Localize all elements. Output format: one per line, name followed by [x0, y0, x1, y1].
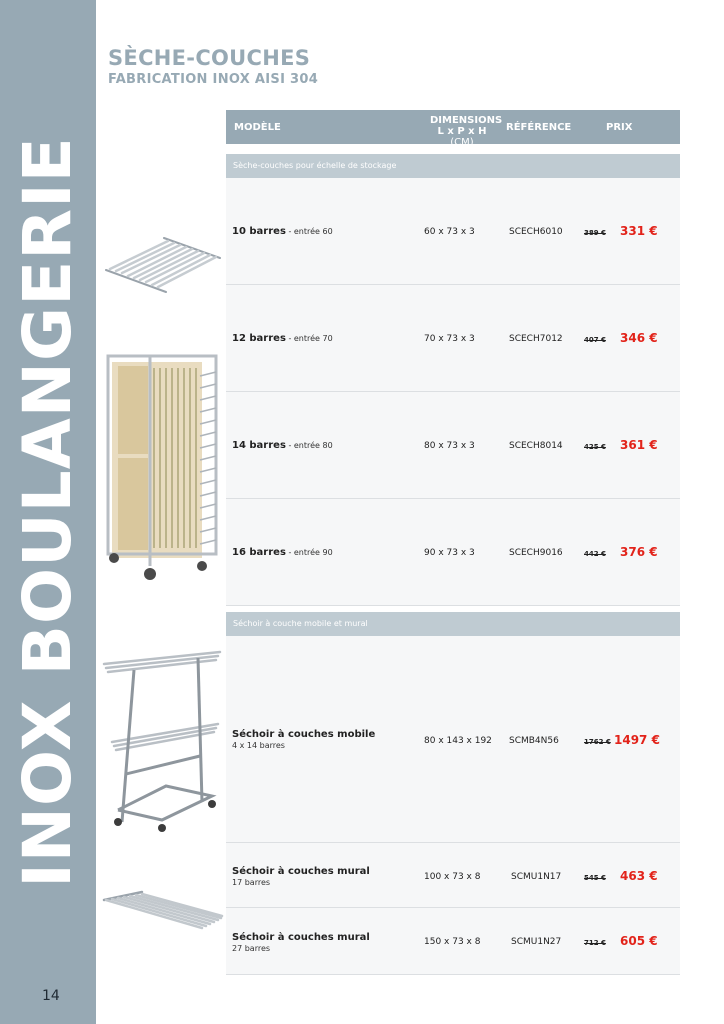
reference-cell: SCMU1N17 [511, 872, 562, 882]
price: 1497 € [614, 733, 660, 747]
dimensions-cell: 60 x 73 x 3 [424, 227, 475, 237]
table-row [226, 908, 680, 975]
old-price: 442 € [584, 550, 606, 558]
table-row [226, 285, 680, 392]
dimensions-header-line2: L x P x H [437, 126, 487, 137]
column-header-price: PRIX [606, 122, 633, 133]
dimensions-header-line1: DIMENSIONS [430, 115, 503, 126]
old-price: 407 € [584, 336, 606, 344]
model-cell [232, 866, 370, 887]
model-cell [232, 729, 375, 750]
old-price: 1762 € [584, 738, 611, 746]
sidebar-band [0, 0, 96, 1024]
vertical-category-title: INOX BOULANGERIE [9, 136, 86, 888]
wall-drying-rack-image [102, 888, 224, 934]
dimensions-cell: 80 x 143 x 192 [424, 736, 492, 746]
old-price: 712 € [584, 939, 606, 947]
dimensions-cell: 150 x 73 x 8 [424, 937, 481, 947]
mobile-drying-rack-image [100, 644, 224, 832]
model-name: 10 barres [232, 226, 286, 237]
model-detail: - entrée 90 [285, 548, 333, 557]
model-cell [232, 932, 370, 953]
model-detail: - entrée 80 [285, 441, 333, 450]
model-name: Séchoir à couches mural [232, 932, 370, 943]
dimensions-header-unit: (CM) [450, 137, 474, 148]
model-detail: - entrée 60 [285, 227, 333, 236]
model-name: 14 barres [232, 440, 286, 451]
model-cell [232, 440, 333, 451]
old-price: 545 € [584, 874, 606, 882]
price: 605 € [620, 934, 658, 948]
table-header [226, 110, 680, 148]
page-subtitle: FABRICATION INOX AISI 304 [108, 72, 319, 87]
column-header-reference: RÉFÉRENCE [506, 122, 572, 133]
table-row [226, 499, 680, 606]
model-name: 16 barres [232, 547, 286, 558]
price: 331 € [620, 224, 658, 238]
reference-cell: SCECH8014 [509, 441, 563, 451]
old-price: 389 € [584, 229, 606, 237]
table-row [226, 178, 680, 285]
model-detail: - entrée 70 [285, 334, 333, 343]
bar-grid-image [102, 236, 224, 294]
storage-rack-image [104, 352, 220, 586]
section-band-mobile-wall [226, 612, 680, 636]
page-number: 14 [42, 988, 60, 1004]
price: 346 € [620, 331, 658, 345]
model-cell [232, 226, 333, 237]
reference-cell: SCMB4N56 [509, 736, 559, 746]
dimensions-cell: 80 x 73 x 3 [424, 441, 475, 451]
model-sub: 17 barres [232, 878, 271, 887]
price: 376 € [620, 545, 658, 559]
table-row [226, 636, 680, 843]
section-band-storage [226, 154, 680, 178]
page-title: SÈCHE-COUCHES [108, 46, 311, 70]
reference-cell: SCECH9016 [509, 548, 563, 558]
reference-cell: SCECH6010 [509, 227, 563, 237]
model-name: 12 barres [232, 333, 286, 344]
section-label: Sèche-couches pour échelle de stockage [233, 161, 397, 170]
section-label: Séchoir à couche mobile et mural [233, 619, 368, 628]
price: 463 € [620, 869, 658, 883]
table-row [226, 392, 680, 499]
table-row [226, 843, 680, 908]
column-header-model: MODÈLE [234, 122, 281, 133]
model-name: Séchoir à couches mobile [232, 729, 376, 740]
dimensions-cell: 100 x 73 x 8 [424, 872, 481, 882]
model-sub: 27 barres [232, 944, 271, 953]
reference-cell: SCMU1N27 [511, 937, 562, 947]
dimensions-cell: 90 x 73 x 3 [424, 548, 475, 558]
column-header-dimensions [430, 115, 503, 148]
model-cell [232, 333, 333, 344]
price: 361 € [620, 438, 658, 452]
model-sub: 4 x 14 barres [232, 741, 285, 750]
reference-cell: SCECH7012 [509, 334, 563, 344]
old-price: 425 € [584, 443, 606, 451]
model-cell [232, 547, 333, 558]
dimensions-cell: 70 x 73 x 3 [424, 334, 475, 344]
model-name: Séchoir à couches mural [232, 866, 370, 877]
